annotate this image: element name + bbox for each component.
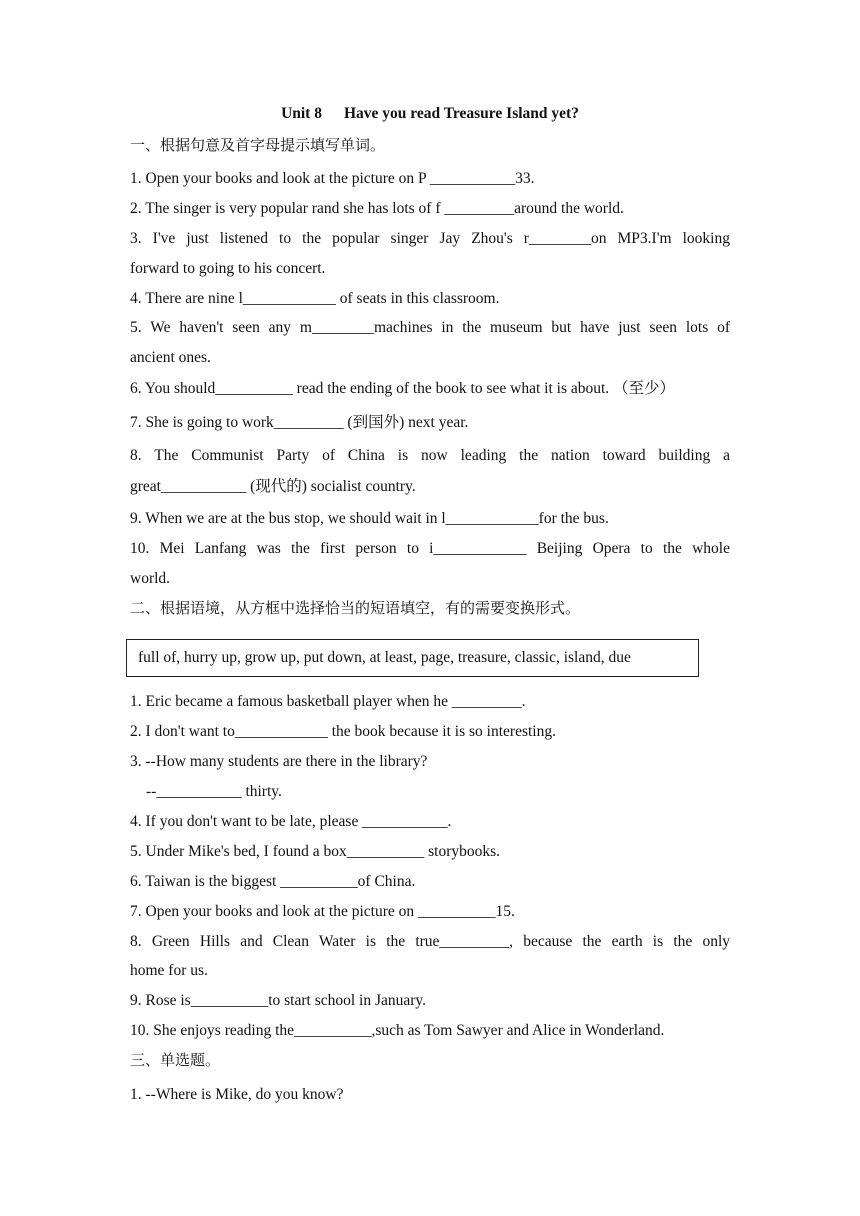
- s2-item-5: 5. Under Mike's bed, I found a box__________ storybooks.: [130, 843, 501, 860]
- unit-question: Have you read Treasure Island yet?: [343, 105, 579, 122]
- s1-item-1: 1. Open your books and look at the picture on P ___________33.: [130, 170, 535, 187]
- s1-item-9: 9. When we are at the bus stop, we should wait in l____________for the bus.: [130, 510, 609, 527]
- s2-item-4: 4. If you don't want to be late, please ___________.: [130, 813, 452, 830]
- s1-item-5-cont: ancient ones.: [130, 349, 211, 366]
- page-title: [130, 104, 730, 124]
- s2-item-2: 2. I don't want to____________ the book because it is so interesting.: [130, 723, 556, 740]
- s1-item-10: 10. Mei Lanfang was the first person to i____________ Beijing Opera to the whole: [130, 540, 730, 557]
- s1-item-4: 4. There are nine l____________ of seats in this classroom.: [130, 290, 500, 307]
- s2-item-8: 8. Green Hills and Clean Water is the true_________, because the earth is the only: [130, 933, 730, 950]
- section2-heading: 二、根据语境，从方框中选择恰当的短语填空，有的需要变换形式。: [130, 599, 581, 617]
- s3-item-1: 1. --Where is Mike, do you know?: [130, 1086, 344, 1103]
- s1-item-3: 3. I've just listened to the popular singer Jay Zhou's r________on MP3.I'm looking: [130, 230, 730, 247]
- word-box-text: full of, hurry up, grow up, put down, at least, page, treasure, classic, island, due: [138, 649, 631, 666]
- word-box: [126, 639, 699, 677]
- s2-item-1: 1. Eric became a famous basketball player when he _________.: [130, 693, 526, 710]
- s1-item-8-cont: great___________ (现代的) socialist country.: [130, 478, 416, 495]
- section3-heading: 三、单选题。: [130, 1051, 221, 1069]
- s2-item-7: 7. Open your books and look at the picture on __________15.: [130, 903, 515, 920]
- s2-item-3-answer: --___________ thirty.: [146, 783, 282, 800]
- section1-heading: 一、根据句意及首字母提示填写单词。: [130, 136, 386, 154]
- s1-item-6: 6. You should__________ read the ending of the book to see what it is about. （至少）: [130, 380, 676, 397]
- s2-item-9: 9. Rose is__________to start school in January.: [130, 992, 427, 1009]
- s1-item-8: 8. The Communist Party of China is now leading the nation toward building a: [130, 447, 730, 464]
- unit-label: Unit 8: [281, 105, 322, 122]
- s1-item-3-cont: forward to going to his concert.: [130, 260, 326, 277]
- s1-item-2: 2. The singer is very popular rand she has lots of f _________around the world.: [130, 200, 624, 217]
- s2-item-3: 3. --How many students are there in the library?: [130, 753, 428, 770]
- s2-item-10: 10. She enjoys reading the__________,such as Tom Sawyer and Alice in Wonderland.: [130, 1022, 665, 1039]
- s2-item-6: 6. Taiwan is the biggest __________of China.: [130, 873, 416, 890]
- s1-item-7: 7. She is going to work_________ (到国外) next year.: [130, 414, 469, 431]
- s1-item-10-cont: world.: [130, 570, 171, 587]
- s2-item-8-cont: home for us.: [130, 962, 208, 979]
- s1-item-5: 5. We haven't seen any m________machines in the museum but have just seen lots of: [130, 319, 730, 336]
